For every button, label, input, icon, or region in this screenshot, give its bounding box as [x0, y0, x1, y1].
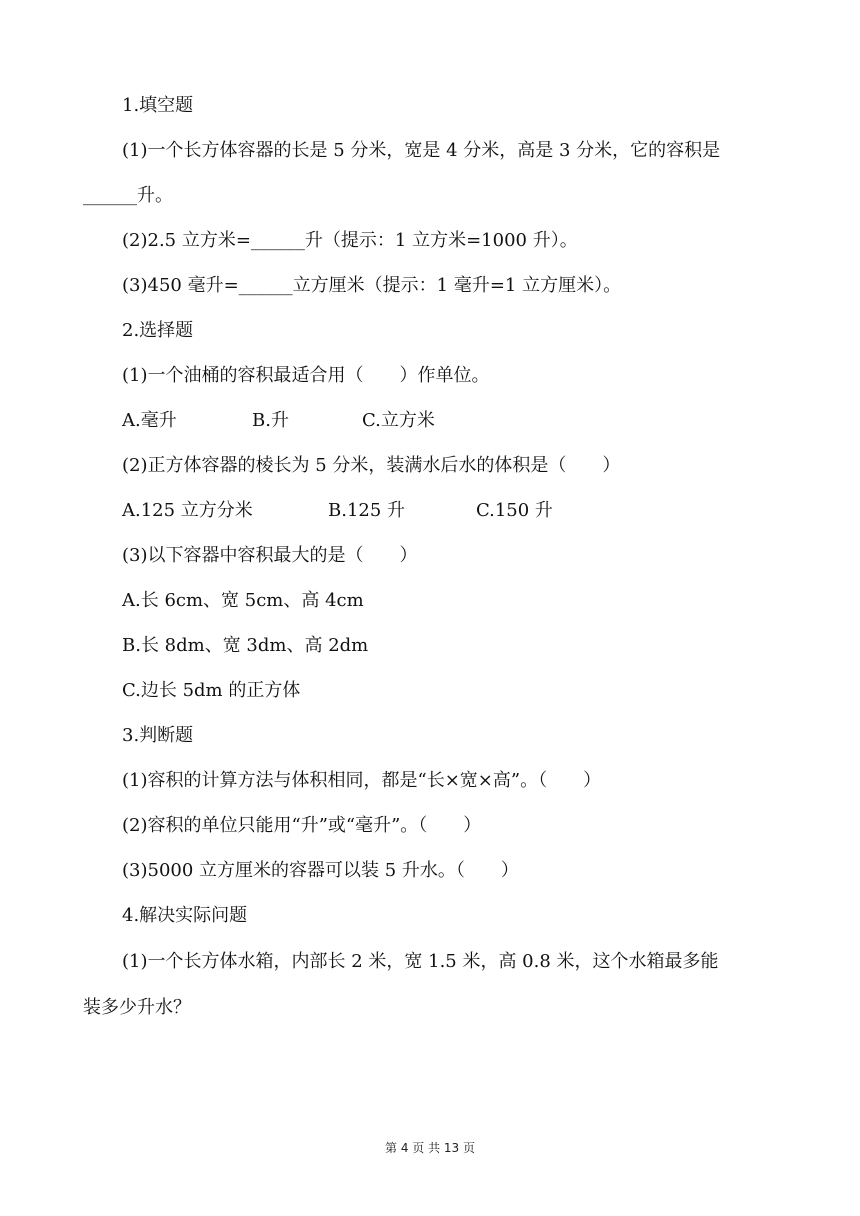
- s3-question-1: (1)容积的计算方法与体积相同，都是“长×宽×高”。（ ）: [122, 770, 602, 791]
- s2-q2-option-a: A.125 立方分米: [122, 500, 253, 521]
- section-3-heading: 3.判断题: [122, 725, 194, 746]
- s2-q2-option-c: C.150 升: [476, 500, 553, 521]
- s2-q1-option-a: A.毫升: [122, 410, 177, 431]
- s2-q1-option-b: B.升: [252, 410, 289, 431]
- section-2-heading: 2.选择题: [122, 320, 194, 341]
- s2-q3-option-b: B.长 8dm、宽 3dm、高 2dm: [122, 635, 369, 656]
- s2-q1-option-c: C.立方米: [362, 410, 435, 431]
- s2-question-1: (1)一个油桶的容积最适合用（ ）作单位。: [122, 365, 490, 386]
- s2-q3-option-a: A.长 6cm、宽 5cm、高 4cm: [122, 590, 364, 611]
- s1-question-2: (2)2.5 立方米=______升（提示：1 立方米=1000 升）。: [122, 230, 578, 251]
- section-4-heading: 4.解决实际问题: [122, 905, 248, 926]
- s3-question-3: (3)5000 立方厘米的容器可以装 5 升水。（ ）: [122, 860, 519, 881]
- s4-question-1-line-2: 装多少升水？: [83, 997, 191, 1018]
- s1-question-1-line-1: (1)一个长方体容器的长是 5 分米，宽是 4 分米，高是 3 分米，它的容积是: [122, 140, 721, 161]
- s2-question-2: (2)正方体容器的棱长为 5 分米，装满水后水的体积是（ ）: [122, 455, 621, 476]
- page-footer: 第 4 页 共 13 页: [385, 1141, 475, 1155]
- s2-q3-option-c: C.边长 5dm 的正方体: [122, 680, 301, 701]
- s3-question-2: (2)容积的单位只能用“升”或“毫升”。（ ）: [122, 815, 482, 836]
- s2-question-3: (3)以下容器中容积最大的是（ ）: [122, 545, 418, 566]
- s1-question-1-line-2: ______升。: [83, 185, 173, 206]
- s1-question-3: (3)450 毫升=______立方厘米（提示：1 毫升=1 立方厘米）。: [122, 275, 622, 296]
- s4-question-1-line-1: (1)一个长方体水箱，内部长 2 米，宽 1.5 米，高 0.8 米，这个水箱最多能: [122, 951, 719, 972]
- s2-q2-option-b: B.125 升: [328, 500, 406, 521]
- section-1-heading: 1.填空题: [122, 95, 194, 116]
